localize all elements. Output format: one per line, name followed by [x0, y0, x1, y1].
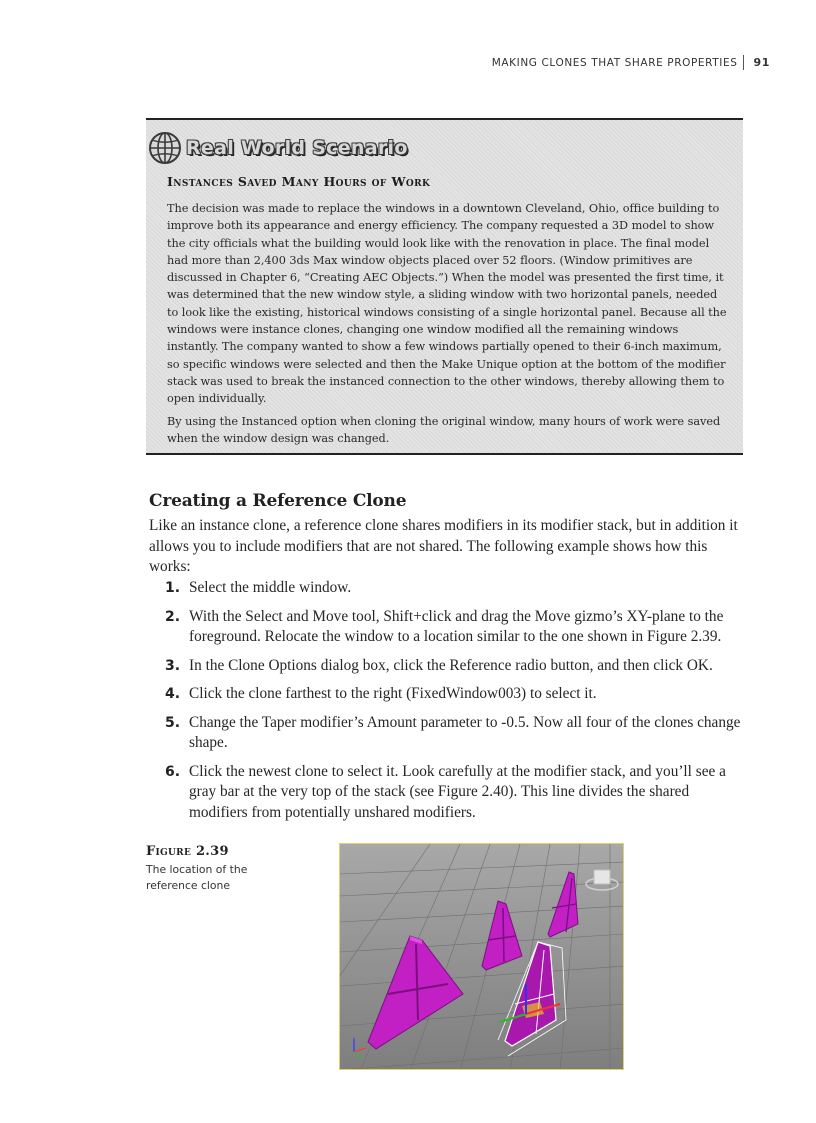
page-number: 91	[753, 56, 770, 69]
sidebar-body	[167, 200, 731, 452]
list-item	[149, 578, 749, 599]
sidebar-header	[148, 131, 408, 165]
step-number: 2.	[165, 608, 181, 625]
sidebar-paragraph: The decision was made to replace the windows in a downtown Cleveland, Ohio, office building to improve both its appearance and energy efficiency. The company requested a 3D model to show the city officials what the building would look like with the renovation in place. The final model had more than 2,400 3ds Max window objects placed over 52 floors. (Window primitives are discussed in Chapter 6, “Creating AEC Objects.”) When the model was presented the first time, it was determined that the new window style, a sliding window with two horizontal panels, needed to look like the existing, historical windows consisting of a single horizontal panel. Because all the windows were instance clones, changing one window modified all the remaining windows instantly. The company wanted to show a few windows partially opened to their 6-inch maximum, so specific windows were selected and then the Make Unique option at the bottom of the modifier stack was used to break the instanced connection to the other windows, thereby allowing them to open individually.	[167, 202, 727, 406]
step-text: With the Select and Move tool, Shift+click and drag the Move gizmo’s XY-plane to the foreground. Relocate the window to a location similar to the one shown in Figure 2.39.	[189, 607, 724, 645]
running-head-divider	[743, 55, 744, 70]
step-number: 6.	[165, 763, 181, 780]
step-text: Click the clone farthest to the right (FixedWindow003) to select it.	[189, 685, 597, 702]
step-number: 5.	[165, 714, 181, 731]
step-text: Select the middle window.	[189, 579, 352, 596]
list-item	[149, 762, 749, 824]
sidebar-subtitle: Instances Saved Many Hours of Work	[167, 174, 431, 189]
step-text: Change the Taper modifier’s Amount parameter to -0.5. Now all four of the clones change shape.	[189, 713, 741, 751]
list-item	[149, 713, 749, 754]
step-list	[149, 578, 749, 831]
list-item	[149, 607, 749, 648]
figure-label: Figure 2.39	[146, 844, 229, 859]
step-text: Click the newest clone to select it. Look carefully at the modifier stack, and you’ll see a gray bar at the very top of the stack (see Figure 2.40). This line divides the shared modifiers from potentially unshared modifiers.	[189, 762, 726, 821]
sidebar-title: Real World Scenario	[186, 137, 408, 159]
running-head	[492, 55, 770, 70]
sidebar-paragraph: By using the Instanced option when cloning the original window, many hours of work were saved when the window design was changed.	[167, 414, 721, 445]
step-number: 1.	[165, 580, 181, 596]
running-head-title: MAKING CLONES THAT SHARE PROPERTIES	[491, 56, 738, 69]
list-item	[149, 656, 749, 677]
figure-viewport-image	[339, 843, 624, 1070]
section-heading: Creating a Reference Clone	[149, 491, 407, 511]
step-text: In the Clone Options dialog box, click the Reference radio button, and then click OK.	[189, 656, 713, 674]
section-intro: Like an instance clone, a reference clone shares modifiers in its modifier stack, but in addition it allows you to include modifiers that are not shared. The following example shows how this works:	[149, 517, 738, 575]
list-item	[149, 684, 749, 705]
step-number: 3.	[165, 657, 181, 674]
step-number: 4.	[165, 686, 181, 702]
figure-caption: The location of the reference clone	[146, 863, 248, 892]
globe-icon	[148, 131, 182, 165]
real-world-scenario-sidebar	[146, 118, 743, 455]
viewport-render	[340, 844, 624, 1070]
